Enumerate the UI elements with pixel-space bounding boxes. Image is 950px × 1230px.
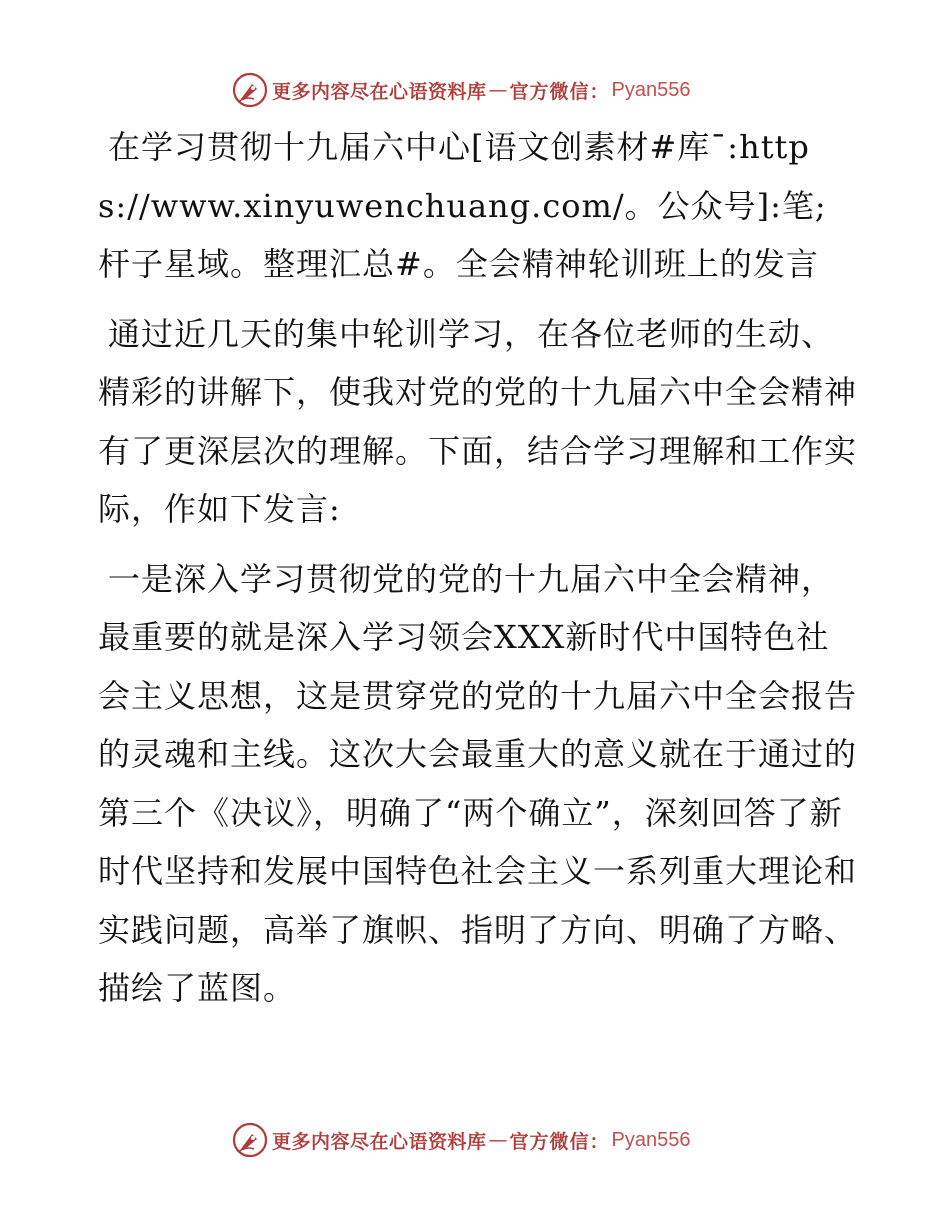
banner-slogan: 更多内容尽在心语资料库 [272,80,487,103]
banner-wechat-id: Pyan556 [611,78,691,101]
banner-wechat-label: 官方微信： [509,80,610,103]
banner-wechat-label: 官方微信： [509,1130,610,1153]
body-paragraph-point-one [98,550,858,1018]
pen-nib-logo-icon [232,1122,268,1158]
document-title-paragraph [98,118,858,294]
banner-slogan: 更多内容尽在心语资料库 [272,1130,487,1153]
footer-banner [232,1120,691,1160]
banner-dash: — [488,1129,508,1151]
header-banner [232,70,691,110]
paragraph-text: 通过近几天的集中轮训学习，在各位老师的生动、精彩的讲解下，使我对党的党的十九届六中全会精神有了更深层次的理解。下面，结合学习理解和工作实际，作如下发言: [98,314,858,528]
body-paragraph-intro [98,305,858,539]
document-body [98,118,858,1029]
paragraph-text: 在学习贯彻十九届六中心[语文创素材#库¯:https://www.xinyuwenchuang.com/。公众号]:笔;杆子星域。整理汇总#。全会精神轮训班上的发言 [98,128,827,283]
paragraph-text: 一是深入学习贯彻党的党的十九届六中全会精神，最重要的就是深入学习领会XXX新时代中国特色社会主义思想，这是贯穿党的党的十九届六中全会报告的灵魂和主线。这次大会最重大的意义就在于通过的第三个《决议》，明确了“两个确立”，深刻回答了新时代坚持和发展中国特色社会主义一系列重大理论和实践问题，高举了旗帜、指明了方向、明确了方略、描绘了蓝图。 [98,559,858,1007]
banner-dash: — [488,79,508,101]
pen-nib-logo-icon [232,72,268,108]
banner-wechat-id: Pyan556 [611,1128,691,1151]
